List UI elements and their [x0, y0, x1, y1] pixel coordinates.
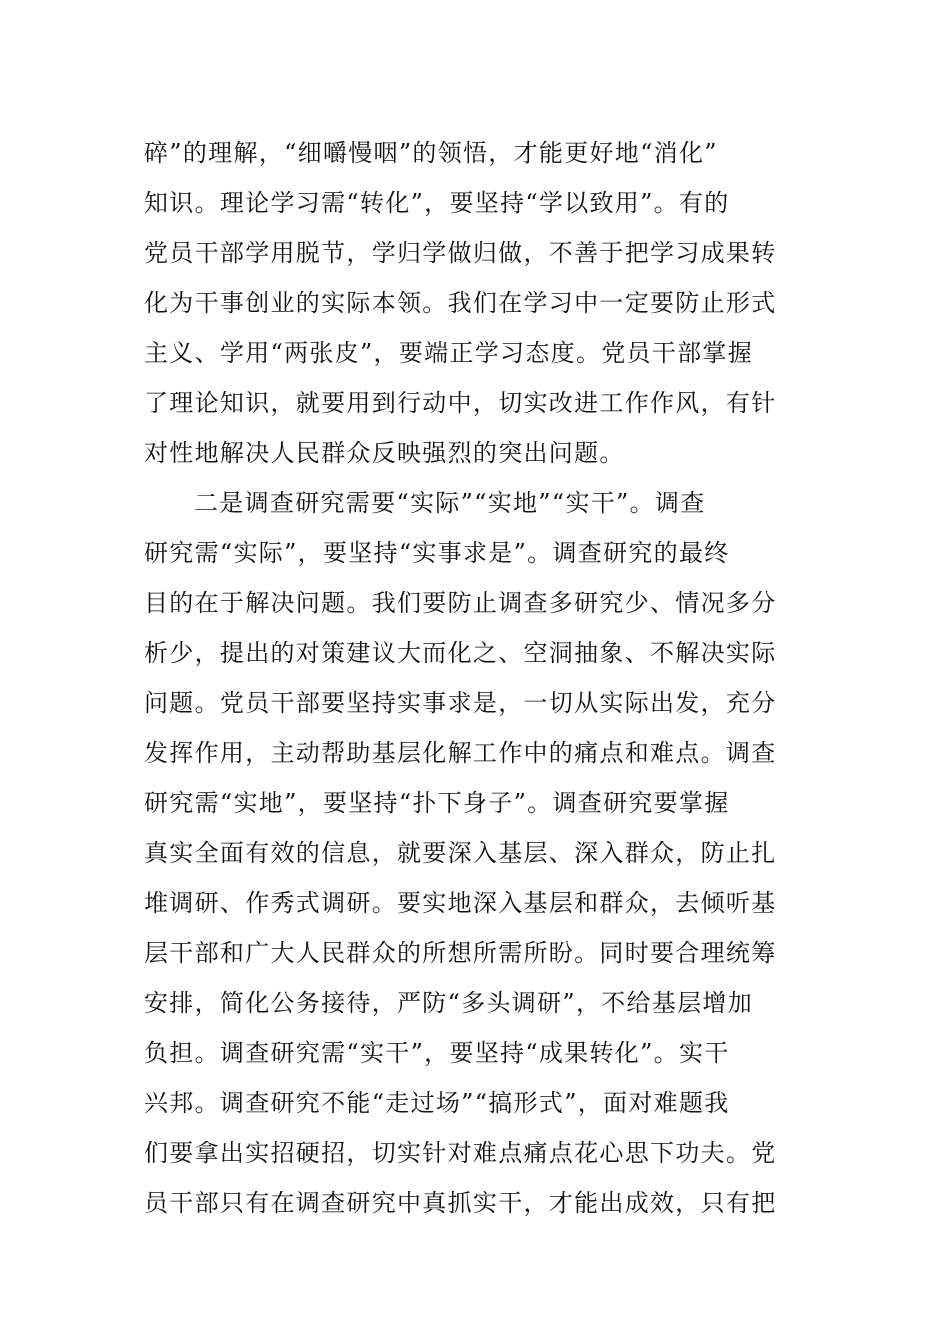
- paragraph-start-line: 二是调查研究需要“实际”“实地”“实干”。调查: [194, 489, 706, 517]
- text-line: 对性地解决人民群众反映强烈的突出问题。: [144, 439, 625, 467]
- text-line: 真实全面有效的信息，就要深入基层、深入群众，防止扎: [144, 839, 777, 867]
- body-text: [144, 128, 814, 1228]
- text-line: 化为干事创业的实际本领。我们在学习中一定要防止形式: [144, 289, 777, 317]
- text-line: 员干部只有在调查研究中真抓实干，才能出成效，只有把: [144, 1189, 777, 1217]
- text-line: 了理论知识，就要用到行动中，切实改进工作作风，有针: [144, 389, 777, 417]
- text-line: 碎”的理解，“细嚼慢咽”的领悟，才能更好地“消化”: [144, 139, 718, 167]
- text-line: 目的在于解决问题。我们要防止调查多研究少、情况多分: [144, 589, 777, 617]
- text-line: 层干部和广大人民群众的所想所需所盼。同时要合理统筹: [144, 939, 777, 967]
- text-line: 发挥作用，主动帮助基层化解工作中的痛点和难点。调查: [144, 739, 777, 767]
- text-line: 研究需“实际”，要坚持“实事求是”。调查研究的最终: [144, 539, 730, 567]
- text-line: 安排，简化公务接待，严防“多头调研”，不给基层增加: [144, 989, 754, 1017]
- text-line: 问题。党员干部要坚持实事求是，一切从实际出发，充分: [144, 689, 777, 717]
- text-line: 们要拿出实招硬招，切实针对难点痛点花心思下功夫。党: [144, 1139, 777, 1167]
- text-line: 堆调研、作秀式调研。要实地深入基层和群众，去倾听基: [144, 889, 777, 917]
- text-line: 析少，提出的对策建议大而化之、空洞抽象、不解决实际: [144, 639, 777, 667]
- text-line: 主义、学用“两张皮”，要端正学习态度。党员干部掌握: [144, 339, 754, 367]
- text-line: 兴邦。调查研究不能“走过场”“搞形式”，面对难题我: [144, 1089, 730, 1117]
- text-line: 负担。调查研究需“实干”，要坚持“成果转化”。实干: [144, 1039, 730, 1067]
- text-line: 党员干部学用脱节，学归学做归做，不善于把学习成果转: [144, 239, 777, 267]
- text-line: 知识。理论学习需“转化”，要坚持“学以致用”。有的: [144, 189, 730, 217]
- text-line: 研究需“实地”，要坚持“扑下身子”。调查研究要掌握: [144, 789, 730, 817]
